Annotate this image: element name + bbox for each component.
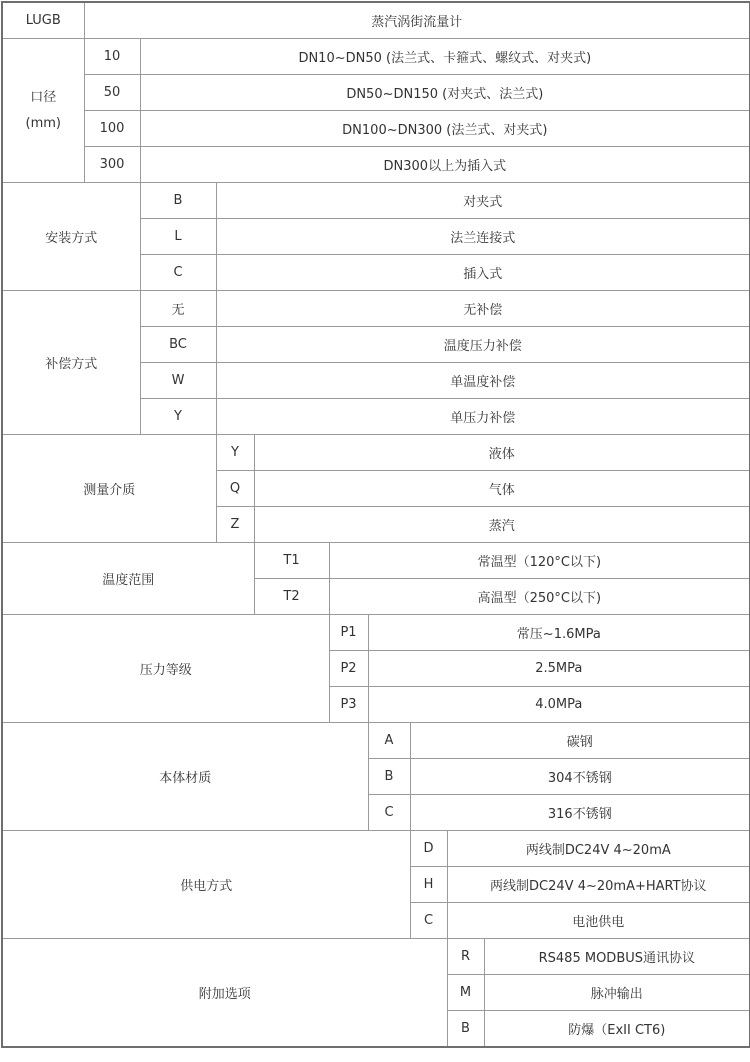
section-label-medium: 测量介质 [2, 435, 216, 543]
option-code: 无 [140, 291, 216, 327]
option-code: B [447, 1011, 484, 1048]
option-code: 10 [84, 39, 140, 75]
table-row [2, 111, 750, 147]
option-code: D [410, 831, 447, 867]
option-code: A [368, 723, 410, 759]
option-desc: 两线制DC24V 4~20mA [447, 831, 750, 867]
option-desc: 法兰连接式 [216, 219, 750, 255]
option-code: 100 [84, 111, 140, 147]
option-code: P1 [329, 615, 368, 651]
section-label-pressure: 压力等级 [2, 615, 329, 723]
option-desc: 2.5MPa [368, 651, 750, 687]
section-label-install: 安装方式 [2, 183, 140, 291]
table-row [2, 183, 750, 219]
option-code: BC [140, 327, 216, 363]
option-desc: 脉冲输出 [484, 975, 750, 1011]
option-desc: 4.0MPa [368, 687, 750, 723]
option-desc: 316不锈钢 [410, 795, 750, 831]
option-desc: 304不锈钢 [410, 759, 750, 795]
option-desc: 对夹式 [216, 183, 750, 219]
section-label-options: 附加选项 [2, 939, 447, 1048]
option-desc: 防爆（ExII CT6) [484, 1011, 750, 1048]
table-row [2, 39, 750, 75]
option-code: M [447, 975, 484, 1011]
option-desc: 常压~1.6MPa [368, 615, 750, 651]
option-code: Y [140, 399, 216, 435]
product-title: 蒸汽涡街流量计 [84, 2, 750, 39]
option-desc: 气体 [254, 471, 750, 507]
section-label-material: 本体材质 [2, 723, 368, 831]
model-code: LUGB [2, 2, 84, 39]
option-desc: 蒸汽 [254, 507, 750, 543]
option-desc: 液体 [254, 435, 750, 471]
option-code: C [368, 795, 410, 831]
option-desc: DN100~DN300 (法兰式、对夹式) [140, 111, 750, 147]
option-code: C [140, 255, 216, 291]
option-code: 300 [84, 147, 140, 183]
table-row [2, 939, 750, 975]
option-desc: 常温型（120°C以下) [329, 543, 750, 579]
option-code: 50 [84, 75, 140, 111]
option-code: Z [216, 507, 254, 543]
option-code: Y [216, 435, 254, 471]
table-row [2, 435, 750, 471]
option-code: B [368, 759, 410, 795]
table-row [2, 615, 750, 651]
section-label-power: 供电方式 [2, 831, 410, 939]
section-label-temperature: 温度范围 [2, 543, 254, 615]
caliber-label: 口径 [30, 89, 57, 105]
option-desc: 碳钢 [410, 723, 750, 759]
model-selection-table [1, 1, 750, 1048]
option-desc: 单压力补偿 [216, 399, 750, 435]
option-code: H [410, 867, 447, 903]
header-row [2, 2, 750, 39]
option-desc: 温度压力补偿 [216, 327, 750, 363]
option-desc: RS485 MODBUS通讯协议 [484, 939, 750, 975]
option-desc: 两线制DC24V 4~20mA+HART协议 [447, 867, 750, 903]
option-desc: DN10~DN50 (法兰式、卡箍式、螺纹式、对夹式) [140, 39, 750, 75]
option-desc: 高温型（250°C以下) [329, 579, 750, 615]
option-code: W [140, 363, 216, 399]
option-desc: DN300以上为插入式 [140, 147, 750, 183]
table-row [2, 75, 750, 111]
option-code: B [140, 183, 216, 219]
section-label-compensation: 补偿方式 [2, 291, 140, 435]
option-code: T1 [254, 543, 329, 579]
option-code: P2 [329, 651, 368, 687]
option-code: C [410, 903, 447, 939]
option-desc: 单温度补偿 [216, 363, 750, 399]
option-code: Q [216, 471, 254, 507]
option-code: L [140, 219, 216, 255]
table-row [2, 831, 750, 867]
option-code: P3 [329, 687, 368, 723]
section-label-caliber [2, 39, 84, 183]
table-row [2, 291, 750, 327]
option-desc: 无补偿 [216, 291, 750, 327]
table-row [2, 543, 750, 579]
option-code: T2 [254, 579, 329, 615]
option-code: R [447, 939, 484, 975]
table-row [2, 147, 750, 183]
caliber-unit: (mm) [25, 115, 61, 131]
option-desc: 电池供电 [447, 903, 750, 939]
option-desc: 插入式 [216, 255, 750, 291]
table-row [2, 723, 750, 759]
option-desc: DN50~DN150 (对夹式、法兰式) [140, 75, 750, 111]
